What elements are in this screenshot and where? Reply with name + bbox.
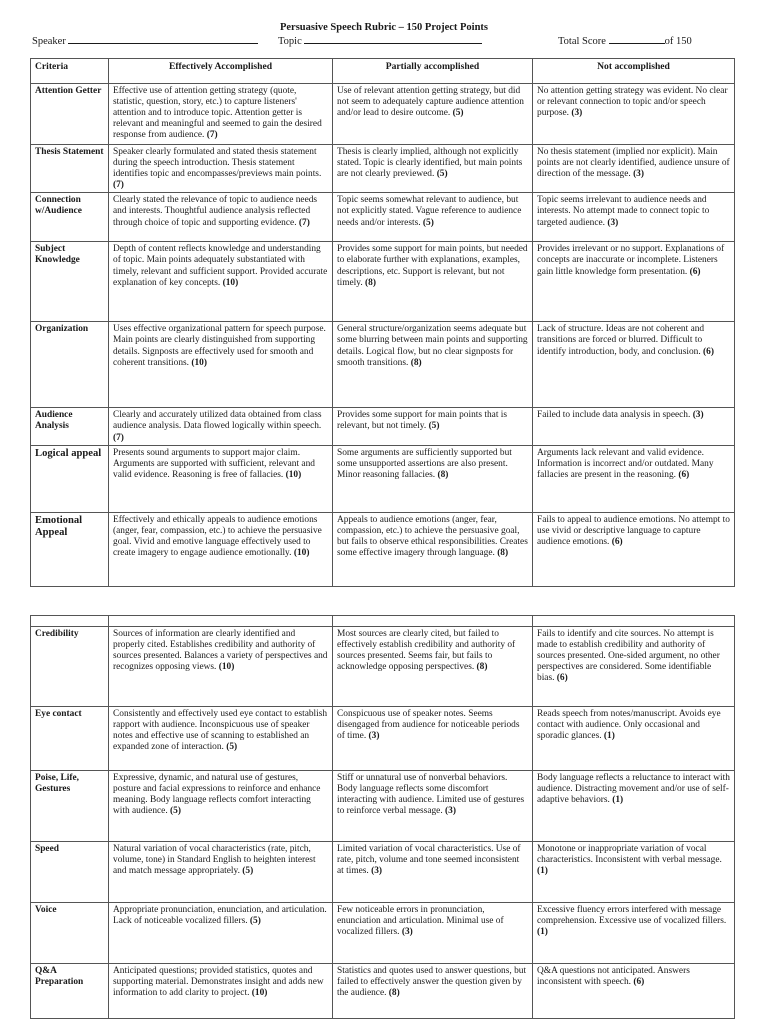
points-value: (3) bbox=[607, 217, 619, 228]
effective-cell bbox=[109, 445, 333, 512]
effective-cell bbox=[109, 903, 333, 964]
effective-cell bbox=[109, 842, 333, 903]
table-row bbox=[31, 145, 735, 193]
table-row bbox=[31, 842, 735, 903]
criteria-name: Thesis Statement bbox=[35, 147, 104, 157]
criteria-name: Connection w/Audience bbox=[35, 195, 82, 217]
effective-cell bbox=[109, 322, 333, 408]
criteria-cell bbox=[31, 964, 109, 1019]
not-cell bbox=[533, 707, 735, 771]
criteria-cell bbox=[31, 771, 109, 842]
not-cell bbox=[533, 627, 735, 707]
criteria-description: Stiff or unnatural use of nonverbal behaviors. Body language reflects some discomfort interacting with audience. Limited use of gestures to reinforce verbal message. bbox=[337, 773, 525, 817]
criteria-name: Eye contact bbox=[35, 709, 82, 719]
points-value: (10) bbox=[293, 547, 310, 558]
criteria-cell bbox=[31, 842, 109, 903]
table-row bbox=[31, 707, 735, 771]
criteria-description: Speaker clearly formulated and stated thesis statement during the speech introduction. Thesis statement identifies topic and encompasses/previews main points. bbox=[113, 147, 322, 180]
criteria-name: Credibility bbox=[35, 629, 79, 639]
criteria-cell bbox=[31, 145, 109, 193]
points-value: (5) bbox=[422, 217, 434, 228]
points-value: (5) bbox=[226, 742, 238, 753]
criteria-description: Anticipated questions; provided statistics, quotes and supporting material. Demonstrates insight and adds new information to add clarity to project. bbox=[113, 966, 324, 999]
criteria-description: Excessive fluency errors interfered with message comprehension. Excessive use of vocalized fillers. bbox=[537, 905, 727, 927]
criteria-description: Sources of information are clearly identified and properly cited. Establishes credibility and authority of sources presented. Balances a variety of perspectives and recognizes opposing views. bbox=[113, 629, 328, 673]
criteria-description: Failed to include data analysis in speech. bbox=[537, 410, 691, 421]
not-cell bbox=[533, 322, 735, 408]
speaker-label: Speaker bbox=[32, 36, 66, 47]
criteria-cell bbox=[31, 408, 109, 445]
points-value: (10) bbox=[218, 662, 235, 673]
criteria-description: Provides some support for main points that is relevant, but not timely. bbox=[337, 410, 508, 432]
criteria-description: Presents sound arguments to support major claim. Arguments are supported with sufficient, relevant and valid evidence. Reasoning is free of fallacies. bbox=[113, 447, 315, 480]
page-title: Persuasive Speech Rubric – 150 Project Points bbox=[279, 22, 489, 33]
effective-cell bbox=[109, 512, 333, 586]
criteria-name: Emotional Appeal bbox=[35, 514, 83, 539]
effective-cell bbox=[109, 145, 333, 193]
points-value: (6) bbox=[678, 469, 690, 480]
criteria-description: Appropriate pronunciation, enunciation, and articulation. Lack of noticeable vocalized fillers. bbox=[113, 905, 327, 927]
criteria-description: Most sources are clearly cited, but failed to effectively establish credibility and authority of sources presented. Seems fair, but fails to acknowledge opposing perspectives. bbox=[337, 629, 516, 673]
effective-cell bbox=[109, 84, 333, 145]
criteria-description: Statistics and quotes used to answer questions, but failed to effectively answer the question given by the audience. bbox=[337, 966, 527, 999]
partial-cell bbox=[333, 242, 533, 322]
criteria-description: Use of relevant attention getting strategy, but did not seem to adequately capture audience attention and/or lead to desire outcome. bbox=[337, 86, 524, 119]
blank-header-cell bbox=[533, 616, 735, 627]
criteria-description: Limited variation of vocal characteristics. Use of rate, pitch, volume and tone seemed inconsistent at times. bbox=[337, 844, 521, 877]
not-cell bbox=[533, 84, 735, 145]
criteria-description: Consistently and effectively used eye contact to establish rapport with audience. Inconspicuous use of speaker notes and effective use of scanning to established an expanded zone of interaction. bbox=[113, 709, 328, 753]
not-cell bbox=[533, 903, 735, 964]
not-cell bbox=[533, 242, 735, 322]
partial-cell bbox=[333, 193, 533, 242]
column-header-effective: Effectively Accomplished bbox=[109, 59, 333, 84]
criteria-description: Few noticeable errors in pronunciation, enunciation and articulation. Minimal use of vocalized fillers. bbox=[337, 905, 504, 938]
table-row bbox=[31, 627, 735, 707]
points-value: (1) bbox=[603, 731, 615, 742]
criteria-description: Uses effective organizational pattern for speech purpose. Main points are clearly distinguished from supporting details. Signposts are effectively used for smooth and coherent transitions. bbox=[113, 324, 326, 368]
criteria-description: Topic seems somewhat relevant to audience, but not explicitly stated. Vague reference to audience needs and/or interests. bbox=[337, 195, 522, 228]
criteria-name: Logical appeal bbox=[35, 447, 102, 459]
speaker-blank[interactable] bbox=[68, 34, 258, 44]
criteria-description: No attention getting strategy was evident. No clear or relevant connection to topic and/or speech purpose. bbox=[537, 86, 728, 119]
criteria-cell bbox=[31, 84, 109, 145]
effective-cell bbox=[109, 193, 333, 242]
points-value: (3) bbox=[401, 927, 413, 938]
criteria-description: Lack of structure. Ideas are not coherent and transitions are forced or blurred. Difficult to identify introduction, body, and conclusion. bbox=[537, 324, 705, 357]
partial-cell bbox=[333, 84, 533, 145]
criteria-name: Speed bbox=[35, 844, 59, 854]
criteria-description: No thesis statement (implied nor explicit). Main points are not clearly identified, audience unsure of direction of the message. bbox=[537, 147, 730, 180]
criteria-description: Expressive, dynamic, and natural use of gestures, posture and facial expressions to reinforce and enhance meaning. Body language reflects comfort interacting with audience. bbox=[113, 773, 321, 817]
points-value: (7) bbox=[113, 432, 124, 443]
partial-cell bbox=[333, 512, 533, 586]
table-row bbox=[31, 512, 735, 586]
points-value: (6) bbox=[703, 346, 714, 357]
table-row bbox=[31, 408, 735, 445]
criteria-cell bbox=[31, 322, 109, 408]
points-value: (7) bbox=[113, 180, 124, 191]
criteria-description: Effectively and ethically appeals to audience emotions (anger, fear, compassion, etc.) to achieve the persuasive goal. Vivid and emotive language effectively used to create imagery to engage audience emotionally. bbox=[113, 514, 322, 558]
points-value: (8) bbox=[497, 547, 509, 558]
points-value: (5) bbox=[170, 806, 181, 817]
blank-header-cell bbox=[31, 616, 109, 627]
criteria-cell bbox=[31, 707, 109, 771]
points-value: (5) bbox=[242, 866, 254, 877]
criteria-description: Clearly stated the relevance of topic to audience needs and interests. Thoughtful audience analysis reflected through choice of topic and supporting evidence. bbox=[113, 195, 318, 228]
total-score-blank[interactable] bbox=[609, 34, 665, 44]
criteria-description: Monotone or inappropriate variation of vocal characteristics. Inconsistent with verbal message. bbox=[537, 844, 722, 866]
table-row bbox=[31, 445, 735, 512]
effective-cell bbox=[109, 627, 333, 707]
points-value: (8) bbox=[410, 357, 422, 368]
criteria-description: Reads speech from notes/manuscript. Avoids eye contact with audience. Only occasional and sporadic glances. bbox=[537, 709, 721, 742]
not-cell bbox=[533, 512, 735, 586]
criteria-description: Thesis is clearly implied, although not explicitly stated. Topic is clearly identified, but main points are not clearly previewed. bbox=[337, 147, 523, 180]
table-header-row-blank bbox=[31, 616, 735, 627]
not-cell bbox=[533, 408, 735, 445]
criteria-description: Natural variation of vocal characteristics (rate, pitch, volume, tone) in Standard English to heighten interest and match message appropriately. bbox=[113, 844, 316, 877]
table-header-row bbox=[31, 59, 735, 84]
criteria-description: Depth of content reflects knowledge and understanding of topic. Main points adequately substantiated with timely, relevant and sufficient support. Provided accurate explanation of key concepts. bbox=[113, 244, 328, 288]
points-value: (5) bbox=[249, 916, 261, 927]
points-value: (3) bbox=[692, 410, 704, 421]
points-value: (5) bbox=[436, 169, 448, 180]
effective-cell bbox=[109, 408, 333, 445]
criteria-cell bbox=[31, 445, 109, 512]
rubric-table-1 bbox=[30, 58, 735, 587]
table-row bbox=[31, 903, 735, 964]
points-value: (1) bbox=[537, 866, 548, 877]
column-header-not: Not accomplished bbox=[533, 59, 735, 84]
criteria-description: Arguments lack relevant and valid evidence. Information is incorrect and/or outdated. Many fallacies are present in the reasoning. bbox=[537, 447, 714, 480]
criteria-cell bbox=[31, 627, 109, 707]
points-value: (3) bbox=[371, 866, 383, 877]
points-value: (10) bbox=[222, 277, 239, 288]
criteria-name: Subject Knowledge bbox=[35, 244, 80, 266]
blank-header-cell bbox=[109, 616, 333, 627]
criteria-description: Fails to appeal to audience emotions. No attempt to use vivid or descriptive language to capture audience emotions. bbox=[537, 514, 730, 547]
speaker-line bbox=[32, 34, 258, 47]
points-value: (3) bbox=[571, 108, 583, 119]
criteria-name: Organization bbox=[35, 324, 89, 335]
points-value: (3) bbox=[445, 806, 456, 817]
criteria-description: General structure/organization seems adequate but some blurring between main points and supporting details. Logical flow, but no clear signposts for smooth transitions. bbox=[337, 324, 528, 368]
rubric-table-2 bbox=[30, 615, 735, 1019]
column-header-criteria: Criteria bbox=[31, 59, 109, 84]
points-value: (1) bbox=[612, 795, 624, 806]
partial-cell bbox=[333, 445, 533, 512]
total-score-label: Total Score bbox=[558, 36, 606, 47]
criteria-cell bbox=[31, 242, 109, 322]
partial-cell bbox=[333, 771, 533, 842]
criteria-description: Topic seems irrelevant to audience needs and interests. No attempt made to connect topic to targeted audience. bbox=[537, 195, 710, 228]
table-row bbox=[31, 242, 735, 322]
partial-cell bbox=[333, 707, 533, 771]
criteria-description: Conspicuous use of speaker notes. Seems disengaged from audience for noticeable periods of time. bbox=[337, 709, 520, 742]
points-value: (10) bbox=[285, 469, 302, 480]
not-cell bbox=[533, 964, 735, 1019]
criteria-description: Body language reflects a reluctance to interact with audience. Distracting movement and/or use of self-adaptive behaviors. bbox=[537, 773, 730, 806]
partial-cell bbox=[333, 903, 533, 964]
points-value: (6) bbox=[633, 977, 645, 988]
criteria-name: Audience Analysis bbox=[35, 410, 73, 432]
total-score-line bbox=[558, 34, 692, 47]
topic-line bbox=[278, 34, 482, 47]
criteria-cell bbox=[31, 903, 109, 964]
partial-cell bbox=[333, 145, 533, 193]
table-row bbox=[31, 771, 735, 842]
criteria-name: Q&A Preparation bbox=[35, 966, 84, 988]
criteria-description: Clearly and accurately utilized data obtained from class audience analysis. Data flowed logically within speech. bbox=[113, 410, 322, 432]
effective-cell bbox=[109, 771, 333, 842]
criteria-description: Some arguments are sufficiently supported but some unsupported assertions are also present. Minor reasoning fallacies. bbox=[337, 447, 512, 480]
column-header-partial: Partially accomplished bbox=[333, 59, 533, 84]
table-row bbox=[31, 84, 735, 145]
criteria-name: Attention Getter bbox=[35, 86, 102, 96]
points-value: (6) bbox=[689, 266, 701, 277]
blank-header-cell bbox=[333, 616, 533, 627]
points-value: (5) bbox=[428, 421, 440, 432]
criteria-description: Effective use of attention getting strategy (quote, statistic, question, story, etc.) to capture listeners' attention and to introduce topic. Attention getter is relevant and meaningful and seemed to gain the desired response from audience. bbox=[113, 86, 322, 141]
criteria-name: Poise, Life, Gestures bbox=[35, 773, 80, 795]
points-value: (5) bbox=[452, 108, 464, 119]
points-value: (3) bbox=[633, 169, 644, 180]
table-row bbox=[31, 322, 735, 408]
partial-cell bbox=[333, 842, 533, 903]
not-cell bbox=[533, 842, 735, 903]
points-value: (6) bbox=[556, 673, 568, 684]
points-value: (10) bbox=[191, 357, 207, 368]
total-score-suffix: of 150 bbox=[664, 36, 692, 47]
criteria-description: Q&A questions not anticipated. Answers inconsistent with speech. bbox=[537, 966, 690, 988]
not-cell bbox=[533, 193, 735, 242]
not-cell bbox=[533, 771, 735, 842]
points-value: (1) bbox=[537, 927, 548, 938]
not-cell bbox=[533, 145, 735, 193]
points-value: (3) bbox=[368, 731, 380, 742]
criteria-description: Fails to identify and cite sources. No attempt is made to establish credibility and authority of sources presented. One-sided argument, no other perspectives are considered. Some identifiable bias. bbox=[537, 629, 720, 684]
points-value: (7) bbox=[298, 217, 310, 228]
not-cell bbox=[533, 445, 735, 512]
topic-blank[interactable] bbox=[304, 34, 482, 44]
table-row bbox=[31, 964, 735, 1019]
effective-cell bbox=[109, 242, 333, 322]
criteria-cell bbox=[31, 193, 109, 242]
points-value: (7) bbox=[206, 130, 218, 141]
effective-cell bbox=[109, 964, 333, 1019]
points-value: (6) bbox=[611, 536, 623, 547]
points-value: (8) bbox=[437, 469, 449, 480]
partial-cell bbox=[333, 627, 533, 707]
criteria-description: Provides irrelevant or no support. Explanations of concepts are inaccurate or incomplete. Listeners gain little knowledge form presentation. bbox=[537, 244, 725, 277]
criteria-description: Appeals to audience emotions (anger, fear, compassion, etc.) to achieve the persuasive goal, but fails to observe ethical responsibilities. Creates some effective imagery through language. bbox=[337, 514, 528, 558]
partial-cell bbox=[333, 408, 533, 445]
criteria-description: Provides some support for main points, but needed to elaborate further with explanations, examples, descriptions, etc. Support is relevant, but not timely. bbox=[337, 244, 528, 288]
points-value: (8) bbox=[365, 277, 376, 288]
partial-cell bbox=[333, 322, 533, 408]
topic-label: Topic bbox=[278, 36, 302, 47]
criteria-name: Voice bbox=[35, 905, 57, 915]
criteria-cell bbox=[31, 512, 109, 586]
effective-cell bbox=[109, 707, 333, 771]
table-row bbox=[31, 193, 735, 242]
partial-cell bbox=[333, 964, 533, 1019]
points-value: (8) bbox=[476, 662, 488, 673]
points-value: (10) bbox=[251, 988, 268, 999]
points-value: (8) bbox=[388, 988, 400, 999]
